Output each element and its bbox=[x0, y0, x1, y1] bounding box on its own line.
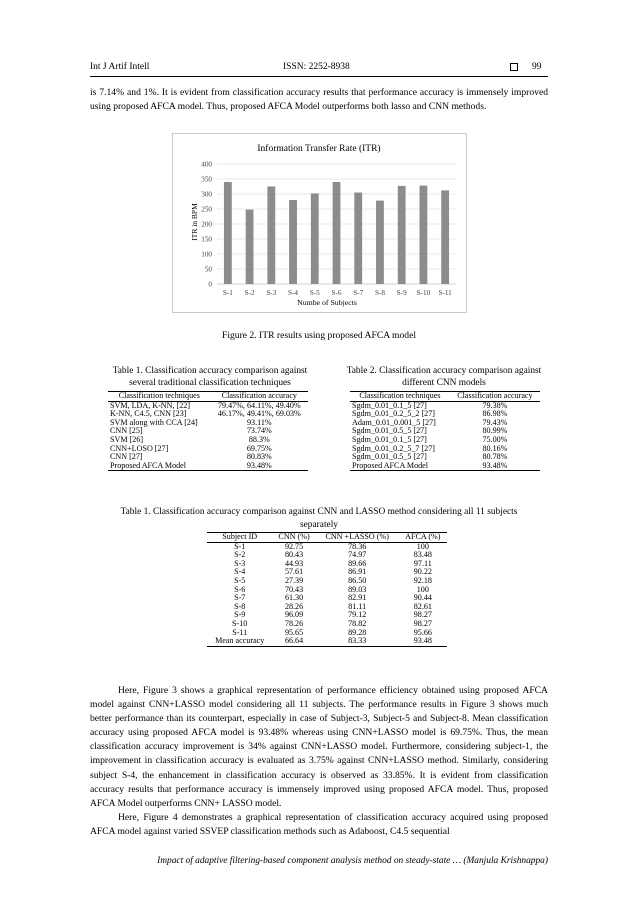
chart-y-tick-label: 150 bbox=[201, 235, 212, 244]
table3-row-cell: 92.18 bbox=[413, 575, 432, 585]
table1-row-cell: 79.47%, 64.11%, 49.40% bbox=[217, 400, 301, 410]
table2-row-cell: 75.00% bbox=[482, 434, 508, 444]
table3-row-cell: S-2 bbox=[234, 550, 246, 560]
table2-row-cell: Sgdm_0.01_0.1_5 [27] bbox=[352, 400, 427, 410]
chart-y-ticks bbox=[201, 161, 212, 289]
table1-header-technique: Classification techniques bbox=[108, 392, 211, 402]
table2-caption-line2: different CNN models bbox=[402, 377, 486, 388]
chart-x-tick-label: S-2 bbox=[244, 289, 255, 297]
table2-row-cell: Sgdm_0.01_0.1_5 [27] bbox=[352, 434, 427, 444]
table3-row-cell: 90.22 bbox=[413, 567, 432, 577]
chart-bar bbox=[333, 182, 341, 284]
chart-bar bbox=[376, 201, 384, 284]
chart-x-tick-label: S-5 bbox=[309, 289, 320, 297]
table1-row-cell: CNN [27] bbox=[110, 452, 143, 462]
table2-row-cell: 86.98% bbox=[482, 409, 508, 419]
table3-row-cell: S-9 bbox=[234, 610, 246, 620]
paragraph-bottom-2: Here, Figure 4 demonstrates a graphical representation of classification accuracy acquired using proposed AFCA model against varied SSVEP classification methods such as Adaboost, C4.5 sequential bbox=[90, 812, 548, 838]
chart-y-tick-label: 250 bbox=[201, 205, 212, 214]
table3-header-cnn: CNN (%) bbox=[272, 533, 315, 543]
table3-header-subject: Subject ID bbox=[207, 533, 272, 543]
table3-row-cell: 78.82 bbox=[348, 618, 367, 628]
chart-bar bbox=[224, 182, 232, 284]
table3-row-cell: 89.28 bbox=[348, 627, 367, 637]
table3-row-cell: 86.50 bbox=[348, 575, 367, 585]
table3-row-cell: 57.61 bbox=[284, 567, 304, 577]
table3-row-cell: S-5 bbox=[234, 575, 246, 585]
table2-row-cell: Sgdm_0.01_0.5_5 [27] bbox=[352, 426, 427, 436]
chart-y-tick-label: 100 bbox=[201, 250, 212, 259]
table1-row-cell: K-NN, C4.5, CNN [23] bbox=[110, 409, 187, 419]
itr-bar-chart bbox=[173, 134, 466, 312]
chart-x-tick-label: S-1 bbox=[222, 289, 233, 297]
table2-header-row bbox=[350, 392, 540, 402]
table3-row-cell: 27.39 bbox=[284, 575, 304, 585]
chart-bar bbox=[267, 187, 275, 285]
paragraph-top: is 7.14% and 1%. It is evident from classification accuracy results that performance accuracy is immensely improved using proposed AFCA model. Thus, proposed AFCA Model outperforms both lasso and CNN methods. bbox=[90, 87, 548, 113]
table3-row-cell: S-11 bbox=[232, 627, 248, 637]
table3-row-cell: S-8 bbox=[234, 601, 246, 611]
table1-row-cell: 69.75% bbox=[246, 443, 272, 453]
table3-row-cell: 86.91 bbox=[348, 567, 367, 577]
table3-row-cell: 89.66 bbox=[348, 558, 367, 568]
table3-row-cell: S-7 bbox=[234, 593, 246, 603]
table1-body bbox=[108, 401, 308, 471]
table3-row-cell: 83.48 bbox=[413, 550, 432, 560]
table3-row-cell: 82.61 bbox=[413, 601, 432, 611]
table3-row-cell: 92.75 bbox=[284, 541, 304, 551]
table3-header-afca: AFCA (%) bbox=[399, 533, 447, 543]
table2-row-cell: Sgdm_0.01_0.5_5 [27] bbox=[352, 452, 427, 462]
chart-x-tick-label: S-6 bbox=[331, 289, 342, 297]
table2-row-cell: 80.16% bbox=[482, 443, 508, 453]
table1-row-cell: 80.83% bbox=[246, 452, 272, 462]
table3-row-cell: 95.65 bbox=[284, 627, 304, 637]
table3-row-cell: 81.11 bbox=[348, 601, 367, 611]
table1-row-cell: 88.3% bbox=[248, 434, 270, 444]
chart-bar bbox=[246, 210, 254, 284]
chart-bar bbox=[311, 193, 319, 284]
chart-x-tick-label: S-9 bbox=[396, 289, 407, 297]
table1-row-cell: 93.48% bbox=[211, 462, 308, 471]
table3-row-cell: 96.09 bbox=[284, 610, 304, 620]
table3-row-cell: 93.48 bbox=[399, 637, 447, 646]
chart-x-tick-label: S-11 bbox=[438, 289, 452, 297]
table3-header-cnn-lasso: CNN +LASSO (%) bbox=[316, 533, 399, 543]
table3-row-cell: 28.26 bbox=[284, 601, 304, 611]
chart-y-tick-label: 350 bbox=[201, 175, 212, 184]
chart-x-tick-label: S-8 bbox=[374, 289, 385, 297]
table3-row-cell: 74.97 bbox=[348, 550, 367, 560]
table3-row-cell: 82.91 bbox=[348, 593, 367, 603]
paragraph-bottom-1: Here, Figure 3 shows a graphical representation of performance efficiency obtained using proposed AFCA model against CNN+LASSO model considering all 11 subjects. The performance results in Figure 3 shows much better performance than its counterpart, especially in case of Subject-3, Subject-5 and Subject-8. Mean classification accuracy using proposed AFCA model is 93.48% whereas using CNN+LASSO model is 69.75%. Thus, the mean classification accuracy improvement is 34% against CNN+LASSO model. Furthermore, considering subject-1, the improvement in classification accuracy is evaluated as 3.75% against CNN+LASSO method. Similarly, considering subject S-4, the enhancement in classification accuracy is observed as 33.85%. It is evident from classification accuracy results that performance accuracy is immensely improved using proposed AFCA model. Thus, proposed AFCA Model outperforms CNN+ LASSO model. bbox=[90, 685, 548, 809]
table1-caption-line2: several traditional classification techniques bbox=[129, 377, 291, 388]
table3-row-cell: 70.43 bbox=[284, 584, 304, 594]
table1-row-cell: 73.74% bbox=[246, 426, 272, 436]
table3-row-cell: Mean accuracy bbox=[207, 637, 272, 646]
chart-bar bbox=[354, 193, 362, 285]
table2 bbox=[350, 391, 540, 471]
table3-row-cell: 66.64 bbox=[272, 637, 315, 646]
table2-row-cell: 79.43% bbox=[482, 417, 508, 427]
table1-row-cell: SVM along with CCA [24] bbox=[110, 417, 198, 427]
chart-x-tick-label: S-10 bbox=[416, 289, 431, 297]
table1-row bbox=[108, 462, 308, 471]
square-bullet-icon bbox=[510, 63, 518, 71]
table3-row-cell: S-1 bbox=[234, 541, 246, 551]
table3-caption bbox=[90, 506, 548, 531]
table1-row-cell: SVM, LDA, K-NN, [22] bbox=[110, 400, 191, 410]
chart-x-ticks bbox=[223, 289, 452, 297]
journal-name: Int J Artif Intell bbox=[90, 62, 150, 72]
chart-y-tick-label: 200 bbox=[201, 220, 212, 229]
table1-caption bbox=[90, 366, 330, 389]
chart-bar bbox=[441, 190, 449, 284]
figure-caption: Figure 2. ITR results using proposed AFCA model bbox=[221, 330, 416, 341]
table2-caption bbox=[330, 366, 558, 389]
table2-row bbox=[350, 462, 540, 471]
table3-row-cell: 83.33 bbox=[316, 637, 399, 646]
table3-body bbox=[207, 542, 447, 646]
table2-row-cell: 80.99% bbox=[482, 426, 508, 436]
table3-row-cell: 89.03 bbox=[348, 584, 367, 594]
chart-bar bbox=[398, 186, 406, 284]
table3-caption-line2: separately bbox=[300, 519, 338, 530]
table1-row-cell: 93.11% bbox=[246, 417, 272, 427]
table2-body bbox=[350, 401, 540, 471]
table3-row-cell: S-4 bbox=[234, 567, 246, 577]
table3-row-cell: 90.44 bbox=[413, 593, 432, 603]
chart-x-tick-label: S-3 bbox=[266, 289, 277, 297]
table2-row-cell: 93.48% bbox=[450, 462, 540, 471]
table3-row-cell: 100 bbox=[416, 584, 429, 594]
table2-row-cell: Sgdm_0.01_0.2_5_7 [27] bbox=[352, 443, 435, 453]
chart-bar bbox=[289, 200, 297, 284]
table3-row-cell: 95.66 bbox=[413, 627, 432, 637]
table2-row-cell: 80.78% bbox=[482, 452, 508, 462]
chart-bar bbox=[419, 186, 427, 284]
table1-caption-line1: Table 1. Classification accuracy comparison against bbox=[112, 366, 308, 376]
table3 bbox=[207, 532, 447, 647]
table1-header-row bbox=[108, 392, 308, 402]
chart-x-axis-label: Numbe of Subjects bbox=[297, 298, 357, 307]
table2-row-cell: 79.38% bbox=[482, 400, 508, 410]
chart-title: Information Transfer Rate (ITR) bbox=[257, 144, 381, 154]
running-footer: Impact of adaptive filtering-based component analysis method on steady-state … (Manjula Krishnappa) bbox=[157, 856, 548, 866]
table1-row-cell: CNN [25] bbox=[110, 426, 143, 436]
table3-row-cell: 44.93 bbox=[284, 558, 304, 568]
table1-row-cell: 46.17%, 49.41%, 69.03% bbox=[217, 409, 301, 419]
table2-header-technique: Classification techniques bbox=[350, 392, 450, 402]
table3-row-cell: 79.12 bbox=[348, 610, 367, 620]
chart-y-tick-label: 50 bbox=[204, 265, 212, 274]
table2-header-accuracy: Classification accuracy bbox=[450, 392, 540, 402]
table3-caption-line1: Table 1. Classification accuracy comparison against CNN and LASSO method considering all 11 subjects bbox=[120, 507, 518, 517]
table1-header-accuracy: Classification accuracy bbox=[211, 392, 308, 402]
chart-y-tick-label: 400 bbox=[201, 160, 212, 169]
table2-row-cell: Adam_0.01_0.001_5 [27] bbox=[352, 417, 436, 427]
table1 bbox=[108, 391, 308, 471]
table3-header-row bbox=[207, 533, 447, 543]
table1-row-cell: Proposed AFCA Model bbox=[108, 462, 211, 471]
table3-row-cell: 61.30 bbox=[284, 593, 304, 603]
table2-row-cell: Sgdm_0.01_0.2_5_2 [27] bbox=[352, 409, 435, 419]
table3-row-cell: 78.26 bbox=[284, 618, 304, 628]
issn: ISSN: 2252-8938 bbox=[283, 62, 350, 72]
table3-row-cell: 98.27 bbox=[413, 618, 432, 628]
table3-row-cell: S-10 bbox=[232, 618, 248, 628]
itr-chart-frame bbox=[172, 133, 467, 313]
table3-row-cell: 97.11 bbox=[413, 558, 432, 568]
table3-row-cell: S-3 bbox=[234, 558, 246, 568]
chart-x-tick-label: S-4 bbox=[288, 289, 299, 297]
table1-row-cell: SVM [26] bbox=[110, 434, 144, 444]
table3-row-cell: 80.43 bbox=[284, 550, 304, 560]
chart-x-tick-label: S-7 bbox=[353, 289, 364, 297]
table3-row-cell: 100 bbox=[416, 541, 429, 551]
table3-row bbox=[207, 637, 447, 646]
table1-row-cell: CNN+LOSO [27] bbox=[110, 443, 169, 453]
chart-y-tick-label: 300 bbox=[201, 190, 212, 199]
header-rule bbox=[90, 76, 548, 77]
table2-caption-line1: Table 2. Classification accuracy comparison against bbox=[346, 366, 542, 376]
chart-y-tick-label: 0 bbox=[208, 280, 212, 289]
table3-row-cell: 78.36 bbox=[348, 541, 367, 551]
table3-row-cell: S-6 bbox=[234, 584, 246, 594]
page-number: 99 bbox=[532, 62, 542, 72]
chart-y-axis-label: ITR in BPM bbox=[190, 203, 199, 241]
table2-row-cell: Proposed AFCA Model bbox=[350, 462, 450, 471]
table3-row-cell: 98.27 bbox=[413, 610, 432, 620]
